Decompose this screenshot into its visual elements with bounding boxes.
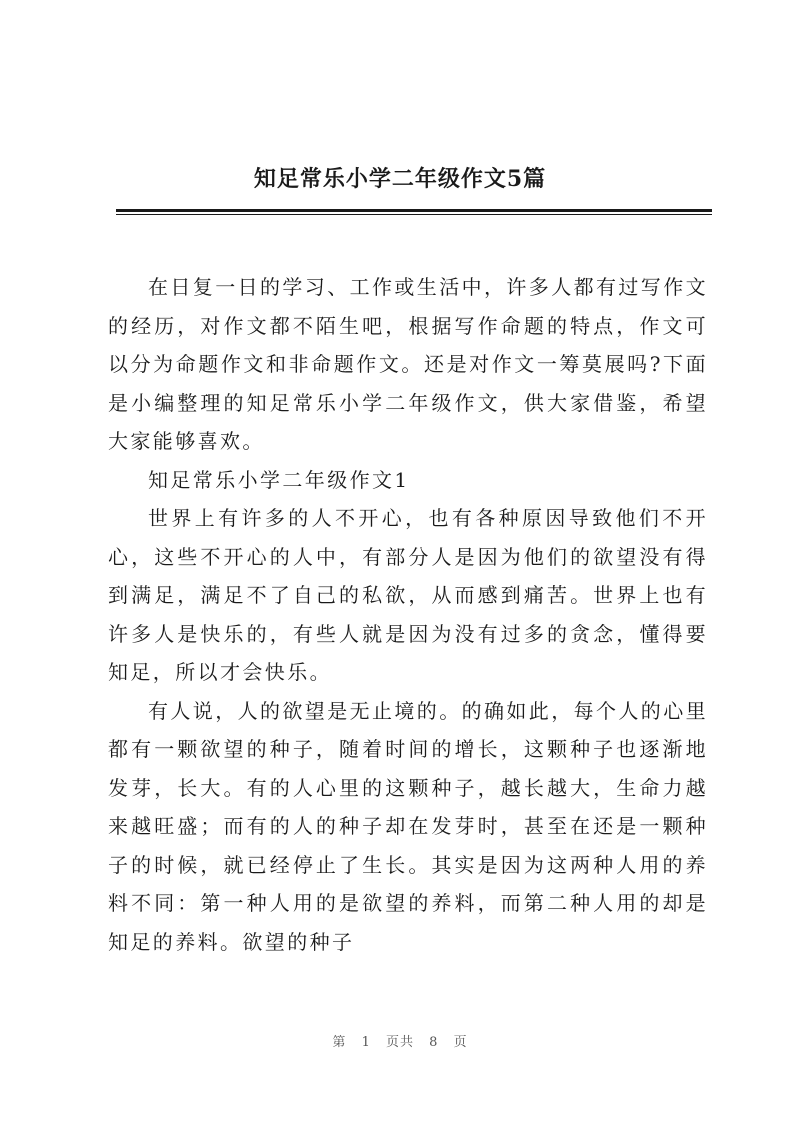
title-divider — [116, 209, 712, 212]
footer-middle: 页共 — [385, 1035, 414, 1050]
footer-suffix: 页 — [453, 1035, 468, 1050]
intro-paragraph: 在日复一日的学习、工作或生活中，许多人都有过写作文的经历，对作文都不陌生吧，根据写作命题的特点，作文可以分为命题作文和非命题作文。还是对作文一筹莫展吗?下面是小编整理的知足常乐小学二年级作文，供大家借鉴，希望大家能够喜欢。 — [108, 275, 708, 453]
page-footer — [0, 1031, 800, 1050]
footer-prefix: 第 — [332, 1035, 347, 1050]
footer-total-pages: 8 — [429, 1035, 439, 1050]
document-body — [108, 268, 708, 961]
document-title: 知足常乐小学二年级作文5篇 — [253, 166, 547, 192]
body-paragraph: 世界上有许多的人不开心，也有各种原因导致他们不开心，这些不开心的人中，有部分人是因为他们的欲望没有得到满足，满足不了自己的私欲，从而感到痛苦。世界上也有许多人是快乐的，有些人就是因为没有过多的贪念，懂得要知足，所以才会快乐。 — [108, 506, 708, 684]
footer-page-number: 1 — [361, 1035, 371, 1050]
body-paragraph: 有人说，人的欲望是无止境的。的确如此，每个人的心里都有一颗欲望的种子，随着时间的增长，这颗种子也逐渐地发芽，长大。有的人心里的这颗种子，越长越大，生命力越来越旺盛；而有的人的种子却在发芽时，甚至在还是一颗种子的时候，就已经停止了生长。其实是因为这两种人用的养料不同：第一种人用的是欲望的养料，而第二种人用的却是知足的养料。欲望的种子 — [108, 698, 708, 954]
section-heading: 知足常乐小学二年级作文1 — [148, 467, 410, 492]
